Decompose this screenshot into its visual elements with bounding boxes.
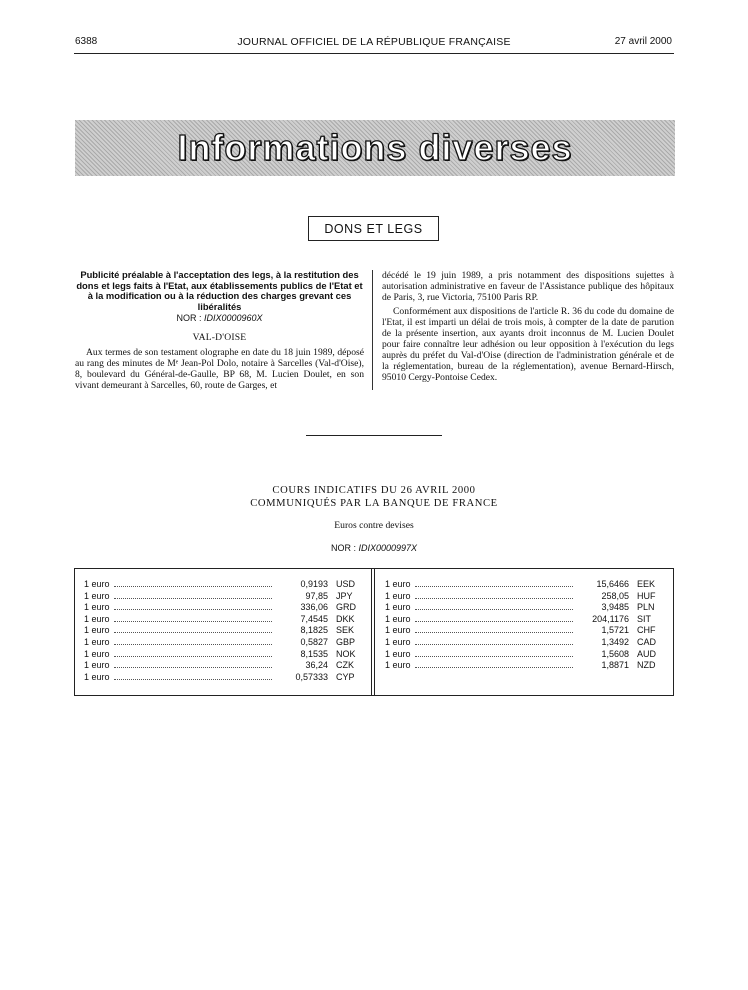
currency-code: CYP bbox=[336, 671, 355, 682]
rate-value: 15,6466 bbox=[596, 579, 629, 589]
currency-code: SIT bbox=[637, 613, 652, 624]
dot-leader bbox=[415, 649, 573, 657]
currency-code: DKK bbox=[336, 613, 355, 624]
dot-leader bbox=[415, 579, 573, 587]
dot-leader bbox=[415, 591, 573, 599]
rate-unit: 1 euro bbox=[84, 660, 110, 671]
page-number: 6388 bbox=[75, 36, 98, 47]
rate-value: 1,8871 bbox=[601, 660, 629, 671]
rates-column-left bbox=[84, 579, 364, 683]
rate-row bbox=[385, 591, 665, 603]
notice-nor-label: NOR : bbox=[176, 313, 202, 324]
rate-unit: 1 euro bbox=[84, 648, 110, 659]
notice-region: VAL-D'OISE bbox=[192, 332, 247, 344]
rates-table-divider bbox=[374, 568, 375, 696]
notice-column-left bbox=[75, 270, 364, 391]
rates-nor bbox=[0, 543, 748, 553]
rates-nor-ref: IDIX0000997X bbox=[358, 543, 418, 553]
rates-title-line-2: COMMUNIQUÉS PAR LA BANQUE DE FRANCE bbox=[250, 498, 498, 509]
rate-row bbox=[84, 614, 364, 626]
rate-unit: 1 euro bbox=[385, 602, 411, 613]
currency-code: GBP bbox=[336, 636, 356, 647]
currency-code: PLN bbox=[637, 602, 655, 613]
rate-value: 0,5827 bbox=[300, 636, 328, 647]
rate-row bbox=[84, 637, 364, 649]
rate-unit: 1 euro bbox=[385, 660, 411, 671]
rates-nor-label: NOR : bbox=[330, 543, 356, 553]
dot-leader bbox=[114, 660, 272, 668]
rate-row bbox=[385, 625, 665, 637]
rates-subtitle: Euros contre devises bbox=[334, 520, 414, 531]
rate-value: 8,1825 bbox=[300, 625, 328, 636]
rates-title bbox=[0, 484, 748, 510]
rate-value: 36,24 bbox=[305, 660, 328, 671]
rate-value: 1,5608 bbox=[601, 648, 629, 659]
currency-code: NZD bbox=[637, 660, 656, 671]
dot-leader bbox=[114, 614, 272, 622]
currency-code: USD bbox=[336, 579, 356, 589]
rate-value: 1,5721 bbox=[601, 625, 629, 636]
rates-column-right bbox=[385, 579, 665, 672]
currency-code: CZK bbox=[336, 660, 354, 671]
issue-date: 27 avril 2000 bbox=[614, 36, 672, 47]
rate-unit: 1 euro bbox=[385, 579, 411, 589]
notice-paragraph-2: Conformément aux dispositions de l'article R. 36 du code du domaine de l'Etat, il est imparti un délai de trois mois, à compter de la date de parution de la présente insertion, aux ayants droit inconnus de M. Lucien Doulet pour faire connaître leur adhésion ou leur opposition à l'exécution du legs auprès du préfet du Val-d'Oise (direction de l'administration générale et de la réglementation, bureau de la réglementation), avenue Bernard-Hirsch, 95010 Cergy-Pontoise Cedex. bbox=[382, 306, 674, 383]
header-rule bbox=[74, 53, 674, 54]
rate-row bbox=[84, 649, 364, 661]
section-title: Informations diverses bbox=[177, 127, 573, 168]
rate-unit: 1 euro bbox=[385, 613, 411, 624]
rate-unit: 1 euro bbox=[385, 625, 411, 636]
rate-unit: 1 euro bbox=[385, 636, 411, 647]
rate-unit: 1 euro bbox=[84, 625, 110, 636]
rate-value: 1,3492 bbox=[601, 636, 629, 647]
dot-leader bbox=[415, 660, 573, 668]
currency-code: HUF bbox=[637, 590, 656, 601]
column-divider bbox=[372, 270, 373, 390]
rate-row bbox=[84, 579, 364, 591]
rates-table-divider bbox=[371, 568, 372, 696]
currency-code: SEK bbox=[336, 625, 355, 636]
currency-code: CHF bbox=[637, 625, 656, 636]
rate-value: 336,06 bbox=[300, 602, 328, 613]
rate-value: 258,05 bbox=[601, 590, 629, 601]
notice-paragraph-1-continued: décédé le 19 juin 1989, a pris notamment des dispositions sujettes à autorisation administrative en faveur de l'Assistance publique des hôpitaux de Paris, 3, rue Victoria, 75100 Paris RP. bbox=[382, 270, 674, 303]
notice-nor bbox=[75, 313, 364, 324]
currency-code: EEK bbox=[637, 579, 656, 589]
rate-row bbox=[385, 660, 665, 672]
dot-leader bbox=[114, 637, 272, 645]
rates-title-line-1: COURS INDICATIFS DU 26 AVRIL 2000 bbox=[272, 485, 476, 496]
dot-leader bbox=[114, 579, 272, 587]
rate-unit: 1 euro bbox=[84, 613, 110, 624]
journal-title: JOURNAL OFFICIEL DE LA RÉPUBLIQUE FRANÇAISE bbox=[237, 36, 511, 48]
rate-row bbox=[385, 579, 665, 591]
rate-row bbox=[385, 614, 665, 626]
currency-code: GRD bbox=[336, 602, 356, 613]
rate-value: 204,1176 bbox=[592, 613, 629, 624]
rate-unit: 1 euro bbox=[385, 590, 411, 601]
currency-code: JPY bbox=[336, 590, 353, 601]
rate-row bbox=[84, 660, 364, 672]
rate-unit: 1 euro bbox=[84, 602, 110, 613]
rate-value: 3,9485 bbox=[601, 602, 629, 613]
category-box bbox=[308, 216, 439, 241]
rate-unit: 1 euro bbox=[84, 590, 110, 601]
dot-leader bbox=[114, 625, 272, 633]
rate-value: 0,9193 bbox=[300, 579, 328, 589]
notice-heading: Publicité préalable à l'acceptation des legs, à la restitution des dons et legs faits à l'Etat, aux établissements publics de l'Etat et à la modification ou à la réduction des charges grevant ces libéralités bbox=[76, 269, 363, 312]
rate-row bbox=[84, 602, 364, 614]
currency-code: CAD bbox=[637, 636, 657, 647]
notice-paragraph-1: Aux termes de son testament olographe en date du 18 juin 1989, déposé au rang des minutes de Mᵉ Jean-Pol Dolo, notaire à Sarcelles (Val-d'Oise), 8, boulevard du Général-de-Gaulle, BP 68, M. Lucien Doulet, en son vivant demeurant à Sarcelles, 60, route de Garges, et bbox=[75, 347, 364, 392]
rate-value: 0,57333 bbox=[295, 671, 328, 682]
category-label: DONS ET LEGS bbox=[324, 221, 423, 236]
rate-unit: 1 euro bbox=[385, 648, 411, 659]
dot-leader bbox=[114, 649, 272, 657]
rate-unit: 1 euro bbox=[84, 579, 110, 589]
notice-nor-ref: IDIX0000960X bbox=[203, 313, 263, 324]
rate-unit: 1 euro bbox=[84, 636, 110, 647]
currency-code: AUD bbox=[637, 648, 657, 659]
rate-row bbox=[385, 637, 665, 649]
rate-value: 97,85 bbox=[305, 590, 328, 601]
notice-column-right bbox=[382, 270, 674, 383]
rate-row bbox=[385, 602, 665, 614]
dot-leader bbox=[114, 591, 272, 599]
rate-value: 8,1535 bbox=[300, 648, 328, 659]
dot-leader bbox=[415, 625, 573, 633]
dot-leader bbox=[415, 614, 573, 622]
separator-rule bbox=[306, 435, 442, 436]
currency-code: NOK bbox=[336, 648, 356, 659]
rate-value: 7,4545 bbox=[300, 613, 328, 624]
rate-row bbox=[84, 625, 364, 637]
rate-unit: 1 euro bbox=[84, 671, 110, 682]
rate-row bbox=[385, 649, 665, 661]
rate-row bbox=[84, 672, 364, 684]
section-banner bbox=[75, 120, 675, 176]
dot-leader bbox=[415, 637, 573, 645]
dot-leader bbox=[415, 602, 573, 610]
rate-row bbox=[84, 591, 364, 603]
dot-leader bbox=[114, 602, 272, 610]
dot-leader bbox=[114, 672, 272, 680]
